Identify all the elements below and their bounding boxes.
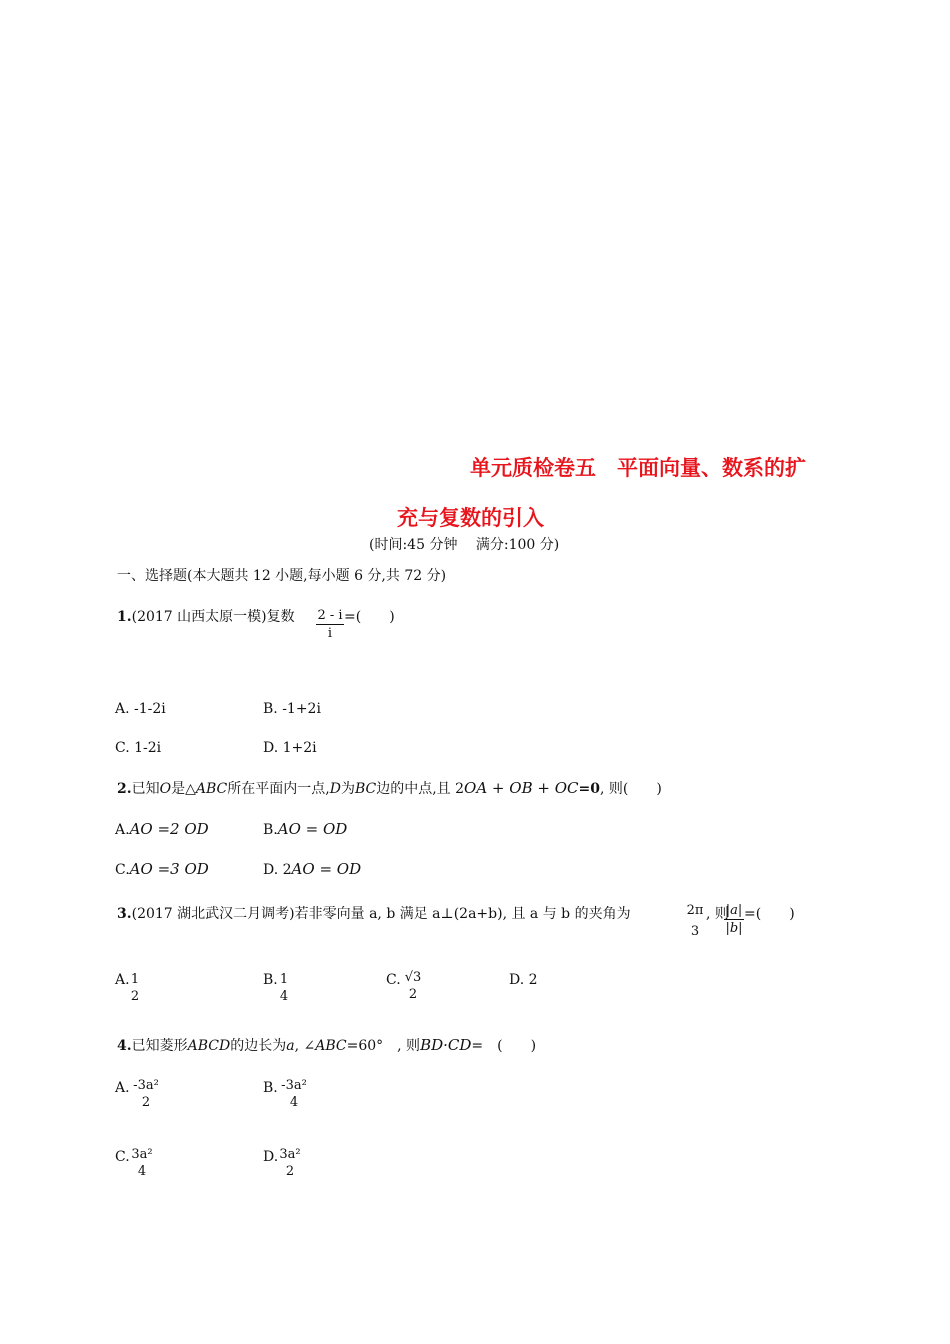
zero-vector: =0 <box>578 781 600 797</box>
option-label: A. <box>115 822 130 838</box>
fraction-bar <box>316 624 344 625</box>
fraction-denominator: 4 <box>279 989 289 1004</box>
option-d <box>263 860 361 878</box>
option-c: C. 1-2i <box>115 740 162 756</box>
vector-equation: AO = OD <box>291 860 362 878</box>
option-c: C. <box>386 972 401 988</box>
option-label: C. <box>115 862 130 878</box>
question-tail: =( ) <box>744 906 795 922</box>
triangle-abc: ABC <box>195 781 228 797</box>
rhombus-abcd: ABCD <box>187 1038 231 1054</box>
option-b: B. <box>263 1080 278 1096</box>
fraction-numerator: 1 <box>279 972 289 987</box>
option-d: D. 2 <box>509 972 538 988</box>
question-text: 边的中点,且 2 <box>376 781 465 797</box>
fraction-bar <box>724 919 744 920</box>
question-tail: =( ) <box>344 609 395 625</box>
fraction-denominator: 2 <box>130 989 140 1004</box>
fraction-denominator: 3 <box>690 924 700 939</box>
question-text: 已知菱形 <box>131 1038 188 1054</box>
fraction-denominator: |b| <box>725 921 743 936</box>
fraction-denominator: 2 <box>408 987 418 1002</box>
fraction-numerator: 2 - i <box>317 608 343 623</box>
option-a <box>115 820 209 838</box>
option-a: A. -1-2i <box>115 701 166 717</box>
question-tail: = ( ) <box>471 1038 537 1054</box>
option-b <box>263 820 347 838</box>
title-line-2: 充与复数的引入 <box>397 506 544 530</box>
fraction-numerator: 3a² <box>279 1147 301 1162</box>
vector-equation: AO =2 OD <box>129 820 209 838</box>
option-a-fraction <box>130 972 140 1004</box>
question-number: 2. <box>117 781 132 797</box>
question-text: , 则 <box>706 906 729 922</box>
fraction-denominator: 2 <box>141 1095 151 1110</box>
question-text: (2017 山西太原一模)复数 <box>131 609 295 625</box>
option-a: A. <box>115 972 130 988</box>
fraction-numerator: 3a² <box>131 1147 153 1162</box>
option-b: B. -1+2i <box>263 701 321 717</box>
vector-expression: BD·CD <box>420 1036 472 1054</box>
fraction-denominator: 2 <box>285 1164 295 1179</box>
fraction-numerator: |a| <box>725 903 743 918</box>
question-3 <box>117 903 631 923</box>
question-text: , ∠ <box>294 1038 316 1054</box>
option-a: A. <box>115 1080 130 1096</box>
fraction-denominator: 4 <box>289 1095 299 1110</box>
fraction-numerator: -3a² <box>133 1078 159 1093</box>
fraction <box>316 608 344 641</box>
question-text: 所在平面内一点, <box>227 781 330 797</box>
section-heading: 一、选择题(本大题共 12 小题,每小题 6 分,共 72 分) <box>117 568 447 584</box>
option-d: D. <box>263 1149 279 1165</box>
question-text: (2017 湖北武汉二月调考)若非零向量 a, b 满足 a⊥(2a+b), 且 a 与 b 的夹角为 <box>131 906 631 922</box>
question-number: 1. <box>117 609 132 625</box>
point-o: O <box>159 781 172 797</box>
question-number: 3. <box>117 906 132 922</box>
question-number: 4. <box>117 1038 132 1054</box>
segment-bc: BC <box>354 781 377 797</box>
angle-abc: ABC <box>315 1038 347 1054</box>
fraction-numerator: 2π <box>686 903 704 918</box>
option-c-fraction <box>129 1147 155 1179</box>
point-d: D <box>329 781 341 797</box>
question-1 <box>117 606 295 626</box>
option-label: D. 2 <box>263 862 292 878</box>
question-text: 已知 <box>131 781 160 797</box>
fraction-numerator: -3a² <box>281 1078 307 1093</box>
question-text: 为 <box>340 781 355 797</box>
question-text: 是△ <box>171 781 196 797</box>
option-d: D. 1+2i <box>263 740 317 756</box>
option-label: B. <box>263 822 278 838</box>
fraction-denominator: i <box>327 626 333 641</box>
fraction-numerator: √3 <box>404 970 422 985</box>
option-d-fraction <box>277 1147 303 1179</box>
option-c: C. <box>115 1149 130 1165</box>
option-c-fraction <box>402 970 424 1002</box>
option-c <box>115 860 209 878</box>
side-length: a <box>286 1038 295 1054</box>
vector-expression: OA + OB + OC <box>464 779 579 797</box>
vector-equation: AO = OD <box>277 820 348 838</box>
ratio-fraction <box>724 903 744 936</box>
title-line-1: 单元质检卷五 平面向量、数系的扩 <box>470 456 806 480</box>
fraction-numerator: 1 <box>130 972 140 987</box>
angle-fraction <box>684 903 706 939</box>
option-a-fraction <box>131 1078 161 1110</box>
vector-equation: AO =3 OD <box>129 860 209 878</box>
question-text: 的边长为 <box>230 1038 287 1054</box>
question-4 <box>117 1035 536 1055</box>
option-b-fraction <box>279 1078 309 1110</box>
question-tail: , 则( ) <box>599 781 662 797</box>
question-2 <box>117 778 662 798</box>
option-b: B. <box>263 972 278 988</box>
question-text: =60° , 则 <box>346 1038 421 1054</box>
fraction-denominator: 4 <box>137 1164 147 1179</box>
subtitle: (时间:45 分钟 满分:100 分) <box>369 537 560 553</box>
option-b-fraction <box>279 972 289 1004</box>
